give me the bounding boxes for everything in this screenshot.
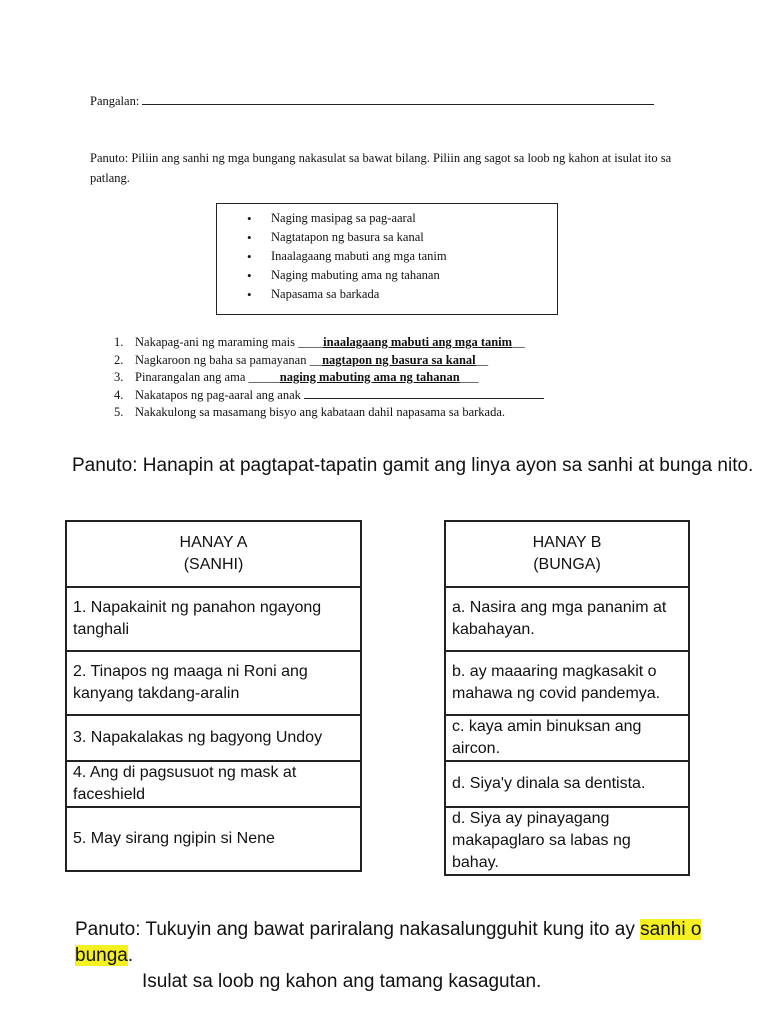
choices-list [247, 209, 447, 304]
choice-item: • Naging masipag sa pag-aaral [247, 209, 447, 228]
item-text: Nagkaroon ng baha sa pamayanan [135, 352, 307, 367]
hanay-b-cell: a. Nasira ang mga pananim at kabahayan. [445, 587, 689, 651]
instruction-3-suffix: . [127, 945, 134, 966]
hanay-a-table [65, 520, 362, 872]
hanay-a-cell: 4. Ang di pagsusuot ng mask at faceshield [66, 761, 361, 807]
item-answer[interactable]: naging mabuting ama ng tahanan [279, 370, 460, 384]
hanay-b-cell: c. kaya amin binuksan ang aircon. [445, 715, 689, 761]
item-row: 3. Pinarangalan ang ama _____naging mabuting ama ng tahanan___ [114, 369, 674, 387]
hanay-b-table [444, 520, 690, 876]
item-number: 5. [114, 405, 124, 419]
name-label: Pangalan: [90, 94, 140, 108]
instruction-3-highlight: sanhi o bunga [75, 919, 702, 966]
item-text: Nakapag-ani ng maraming mais [135, 335, 296, 349]
item-text: Nakatapos ng pag-aaral ang anak [135, 387, 301, 402]
item-row: 1. Nakapag-ani ng maraming mais ____inaalagaang mabuti ang mga tanim__ [114, 334, 674, 352]
item-text: Pinarangalan ang ama [135, 370, 246, 384]
hanay-b-subtitle: (BUNGA) [533, 556, 601, 573]
hanay-b-cell: d. Siya'y dinala sa dentista. [445, 761, 689, 807]
choice-item: • Napasama sa barkada [247, 285, 447, 304]
hanay-a-cell: 2. Tinapos ng maaga ni Roni ang kanyang takdang-aralin [66, 651, 361, 715]
hanay-a-subtitle: (SANHI) [183, 556, 244, 573]
item-text: Nakakulong sa masamang bisyo ang kabataan dahil napasama sa barkada. [135, 405, 506, 419]
item-number: 4. [114, 387, 124, 402]
hanay-a-header [66, 521, 361, 587]
item-row [114, 387, 674, 405]
instruction-3-line2: Isulat sa loob ng kahon ang tamang kasagutan. [142, 971, 542, 992]
choice-item: • Naging mabuting ama ng tahanan [247, 266, 447, 285]
numbered-items [114, 334, 674, 422]
hanay-b-cell: d. Siya ay pinayagang makapaglaro sa labas ng bahay. [445, 807, 689, 875]
hanay-a-cell: 3. Napakalakas ng bagyong Undoy [66, 715, 361, 761]
hanay-a-title: HANAY A [179, 534, 248, 551]
choice-item: • Inaalagaang mabuti ang mga tanim [247, 247, 447, 266]
choice-item: • Nagtatapon ng basura sa kanal [247, 228, 447, 247]
item-row: 2. Nagkaroon ng baha sa pamayanan __nagtapon ng basura sa kanal__ [114, 352, 674, 370]
hanay-b-header [445, 521, 689, 587]
item-answer[interactable]: nagtapon ng basura sa kanal [322, 352, 476, 367]
hanay-b-cell: b. ay maaaring magkasakit o mahawa ng covid pandemya. [445, 651, 689, 715]
choices-box [216, 203, 558, 315]
item-row [114, 404, 674, 422]
hanay-b-title: HANAY B [532, 534, 602, 551]
instruction-1: Panuto: Piliin ang sanhi ng mga bungang nakasulat sa bawat bilang. Piliin ang sagot sa loob ng kahon at isulat ito sa patlang. [90, 151, 672, 185]
item-answer[interactable]: inaalagaang mabuti ang mga tanim [323, 335, 513, 349]
hanay-a-cell: 5. May sirang ngipin si Nene [66, 807, 361, 871]
instruction-3 [75, 917, 755, 995]
item-number: 2. [114, 352, 124, 367]
item-number: 3. [114, 370, 124, 384]
answer-blank[interactable] [304, 387, 544, 399]
instruction-3-prefix: Panuto: Tukuyin ang bawat pariralang nakasalungguhit kung ito ay [75, 919, 635, 940]
item-number: 1. [114, 335, 124, 349]
hanay-a-cell: 1. Napakainit ng panahon ngayong tanghali [66, 587, 361, 651]
name-blank[interactable] [142, 92, 654, 105]
instruction-2: Panuto: Hanapin at pagtapat-tapatin gamit ang linya ayon sa sanhi at bunga nito. [72, 455, 754, 476]
name-field [90, 92, 670, 109]
